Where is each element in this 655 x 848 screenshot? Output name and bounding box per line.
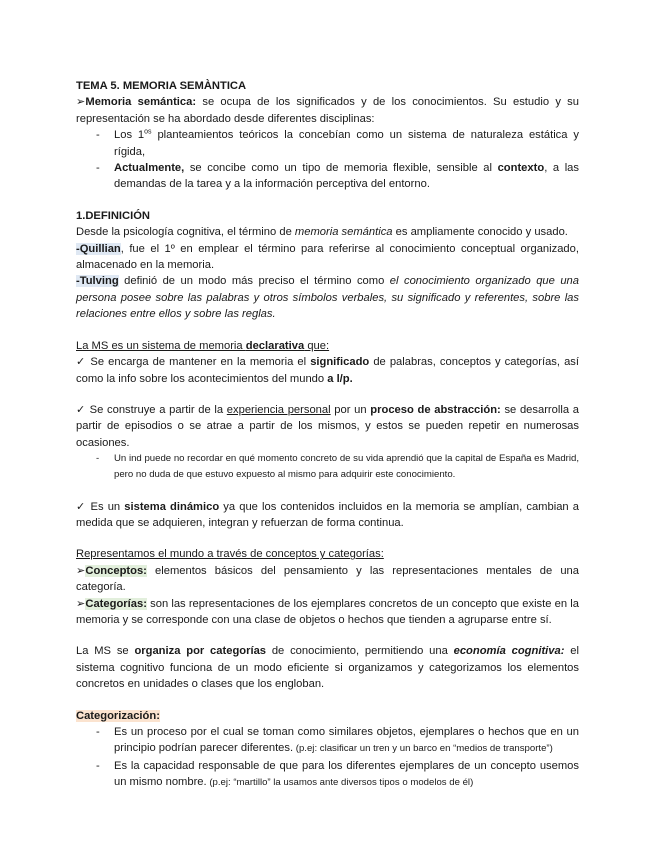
conceptos-paragraph: ➢Conceptos: elementos básicos del pensamiento y las representaciones mentales de una categoría. [76, 564, 579, 594]
checkmark-icon: ✓ [76, 403, 86, 416]
list-item: - Es un proceso por el cual se toman como similares objetos, ejemplares o hechos que en un principio podrían parecer diferentes. (p.ej: clasificar un tren y un barco en “medios de transporte”) [76, 724, 579, 758]
ms-point-3: ✓ Es un sistema dinámico ya que los contenidos incluidos en la memoria se amplían, cambian a medida que se adquieren, integran y refuerzan de forma continua. [76, 500, 579, 529]
section-heading-definicion: 1.DEFINICIÓN [76, 209, 150, 222]
intro-paragraph: ➢Memoria semántica: se ocupa de los significados y de los conocimientos. Su estudio y su representación se ha abordado desde diferentes disciplinas: [76, 96, 579, 125]
tulving-paragraph: -Tulving definió de un modo más preciso el término como el conocimiento organizado que una persona posee sobre las palabras y otros símbolos verbales, su significado y referentes, sobre las relaciones entre ellos y sobre las reglas. [76, 275, 579, 321]
ms-point-1: ✓ Se encarga de mantener en la memoria el significado de palabras, conceptos y categorías, así como la info sobre los acontecimientos del mundo a l/p. [76, 356, 580, 385]
intro-list [76, 127, 579, 193]
definicion-paragraph: Desde la psicología cognitiva, el término de memoria semántica es ampliamente conocido y usado. [76, 226, 568, 239]
document-title: TEMA 5. MEMORIA SEMÀNTICA [76, 80, 247, 92]
list-item: - Actualmente, se concibe como un tipo de memoria flexible, sensible al contexto, a las demandas de la tarea y a la información perceptiva del entorno. [76, 160, 579, 193]
arrow-bullet-icon: ➢ [76, 564, 86, 577]
mundo-heading: Representamos el mundo a través de conceptos y categorías: [76, 548, 384, 561]
checkmark-icon: ✓ [76, 500, 87, 513]
list-item: - Un ind puede no recordar en qué momento concreto de su vida aprendió que la capital de España es Madrid, pero no duda de que estuvo expuesto al mismo para adquirir este conocimiento. [76, 451, 579, 483]
section-heading-categorizacion: Categorización: [76, 709, 160, 722]
arrow-bullet-icon: ➢ [76, 96, 86, 109]
ms-point-2: ✓ Se construye a partir de la experiencia personal por un proceso de abstracción: se desarrolla a partir de episodios o se atrae a partir de los mismos, y estos se pueden repetir en numerosas ocasiones. [76, 403, 579, 449]
checkmark-icon: ✓ [76, 356, 87, 369]
categorias-paragraph: ➢Categorías: son las representaciones de los ejemplares concretos de un concepto que existe en la memoria y se corresponde con una clase de objetos o hechos que tienden a agruparse entre sí. [76, 597, 579, 626]
quillian-paragraph: -Quillian, fue el 1º en emplear el término para referirse al conocimiento conceptual organizado, almacenado en la memoria. [76, 242, 579, 272]
list-item: - Los $1^{os}$ planteamientos teóricos la concebían como un sistema de naturaleza estática y rígida, [76, 127, 579, 160]
categorizacion-list [76, 724, 579, 792]
ms-intro: La MS es un sistema de memoria declarativa que: [76, 339, 330, 352]
organiza-paragraph: La MS se organiza por categorías de conocimiento, permitiendo una economía cognitiva: el sistema cognitivo funciona de un modo eficiente si organizamos y categorizamos los elementos concretos en unidades o clases que los engloban. [76, 645, 579, 691]
list-item: - Es la capacidad responsable de que para los diferentes ejemplares de un concepto usemos un mismo nombre. (p.ej: “martillo” la usamos ante diversos tipos o modelos de él) [76, 758, 579, 792]
arrow-bullet-icon: ➢ [76, 597, 86, 610]
ms-point-2-note [76, 451, 579, 483]
document-page [76, 78, 579, 792]
